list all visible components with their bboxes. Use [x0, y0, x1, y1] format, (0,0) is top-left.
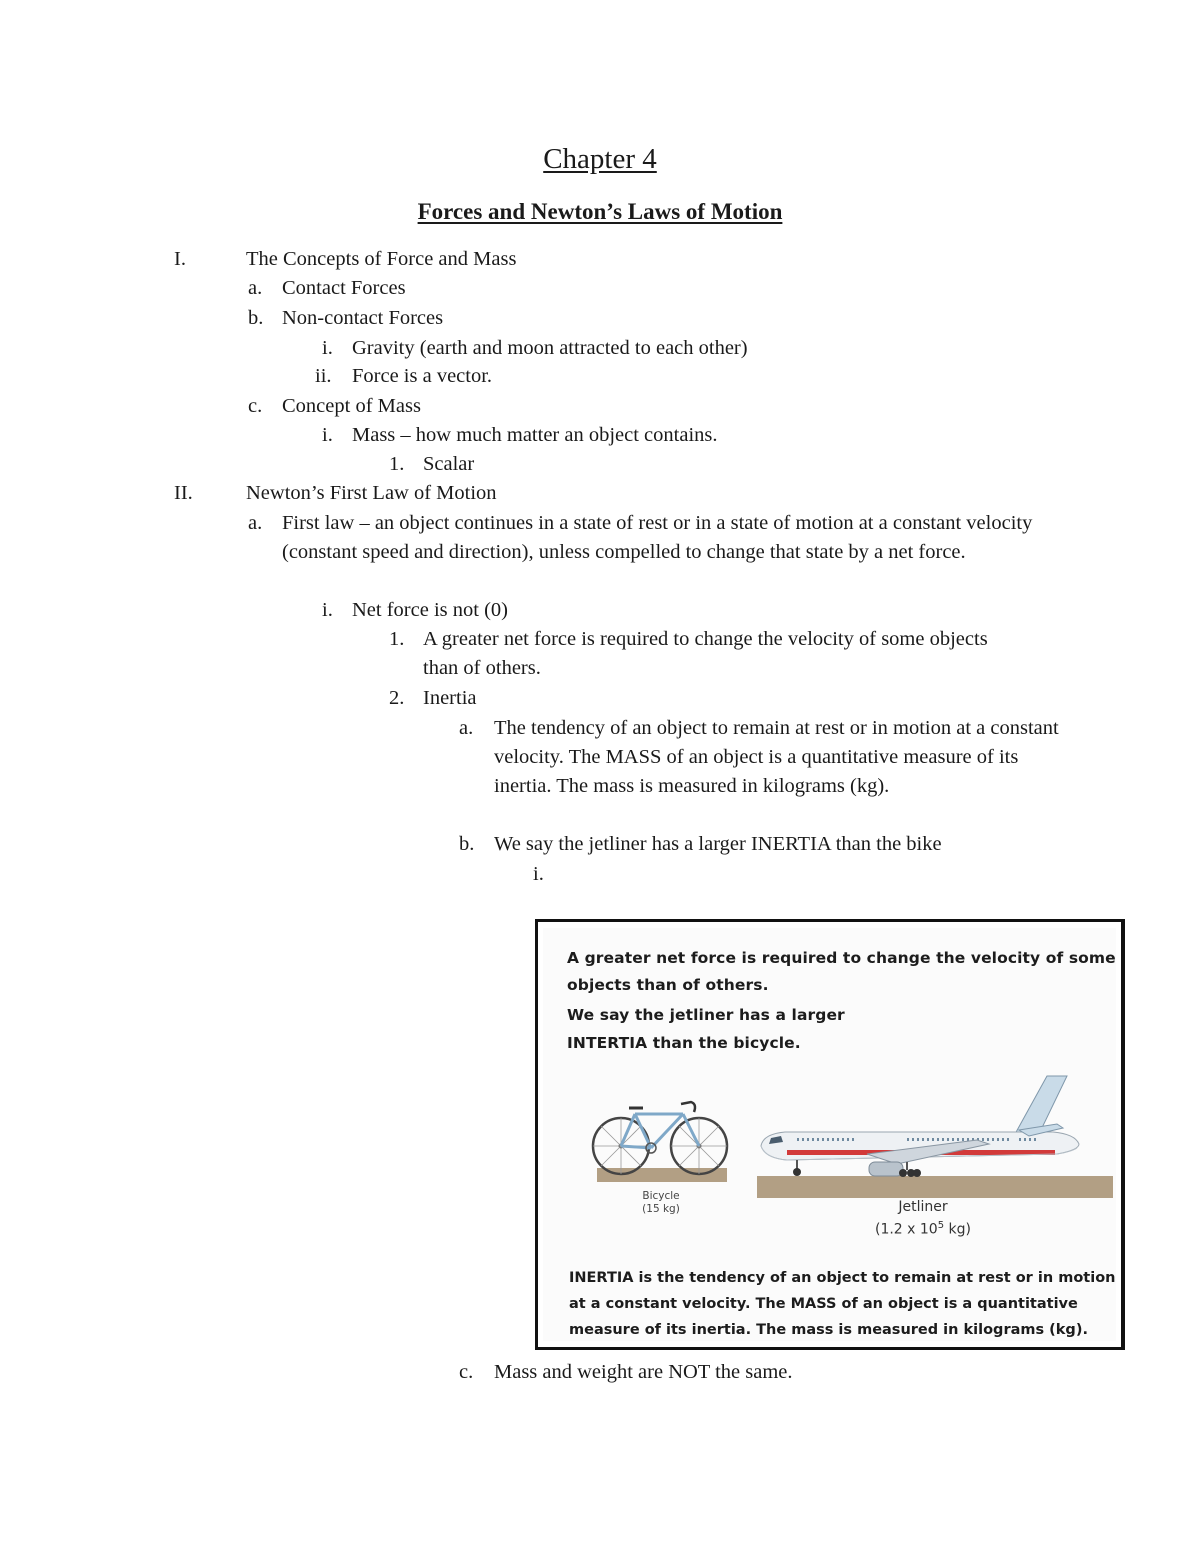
- page-title: Chapter 4: [543, 143, 657, 175]
- outline-number: a.: [248, 277, 263, 299]
- page-subtitle: Forces and Newton’s Laws of Motion: [417, 199, 783, 224]
- bicycle-mass: (15 kg): [642, 1203, 680, 1215]
- outline-number: 1.: [389, 628, 405, 650]
- outline-number: b.: [248, 307, 264, 329]
- outline-item: Net force is not (0): [352, 599, 508, 621]
- outline-number: a.: [248, 512, 263, 534]
- outline-item: Contact Forces: [282, 277, 406, 299]
- figure-caption-line: objects than of others.: [567, 976, 769, 994]
- jetliner-mass: (1.2 x $10^5$ kg): [874, 1220, 971, 1238]
- jetliner-label: Jetliner: [898, 1199, 948, 1215]
- outline-number: 1.: [389, 453, 405, 475]
- figure-footnote-line: measure of its inertia. The mass is measured in kilograms (kg).: [569, 1322, 1088, 1338]
- outline-number: c.: [248, 395, 263, 417]
- figure-body: [543, 928, 1116, 1341]
- outline-item: Gravity (earth and moon attracted to each other): [352, 337, 748, 359]
- outline-item: Force is a vector.: [352, 365, 493, 387]
- outline-number: ii.: [315, 365, 332, 387]
- jetliner-illustration: [757, 1070, 1113, 1198]
- inertia-figure: [535, 919, 1125, 1350]
- outline-number: i.: [322, 424, 333, 446]
- outline-item: A greater net force is required to change the velocity of some objects than of others.: [423, 628, 988, 679]
- outline-number: I.: [174, 248, 186, 270]
- outline-number: 2.: [389, 687, 405, 709]
- outline-number: II.: [174, 482, 193, 504]
- bicycle-illustration: [591, 1096, 731, 1188]
- figure-caption-line: INTERTIA than the bicycle.: [567, 1034, 801, 1052]
- outline-item: Mass and weight are NOT the same.: [494, 1361, 793, 1383]
- outline-item: Mass – how much matter an object contains.: [352, 424, 718, 446]
- section-heading: Newton’s First Law of Motion: [246, 482, 497, 504]
- section-heading: The Concepts of Force and Mass: [246, 248, 517, 270]
- outline-number: a.: [459, 717, 474, 739]
- outline-number: i.: [533, 863, 544, 885]
- figure-footnote-line: INERTIA is the tendency of an object to remain at rest or in motion: [569, 1270, 1116, 1286]
- outline-number: i.: [322, 599, 333, 621]
- figure-caption-line: We say the jetliner has a larger: [567, 1006, 845, 1024]
- outline-item: The tendency of an object to remain at rest or in motion at a constant velocity. The MASS of an object is a quantitative measure of its inertia. The mass is measured in kilograms (kg).: [494, 717, 1059, 797]
- outline-item: We say the jetliner has a larger INERTIA than the bike: [494, 833, 942, 855]
- outline-number: c.: [459, 1361, 474, 1383]
- outline-item: Non-contact Forces: [282, 307, 444, 329]
- figure-caption-line: A greater net force is required to change the velocity of some: [567, 949, 1116, 967]
- outline-item: Inertia: [423, 687, 477, 709]
- bicycle-label: Bicycle: [642, 1190, 680, 1202]
- figure-footnote-line: at a constant velocity. The MASS of an object is a quantitative: [569, 1296, 1078, 1312]
- outline-number: b.: [459, 833, 475, 855]
- outline-item: Scalar: [423, 453, 475, 475]
- outline-item: First law – an object continues in a state of rest or in a state of motion at a constant velocity (constant speed and direction), unless compelled to change that state by a net force.: [282, 512, 1033, 563]
- outline-item: Concept of Mass: [282, 395, 421, 417]
- outline-number: i.: [322, 337, 333, 359]
